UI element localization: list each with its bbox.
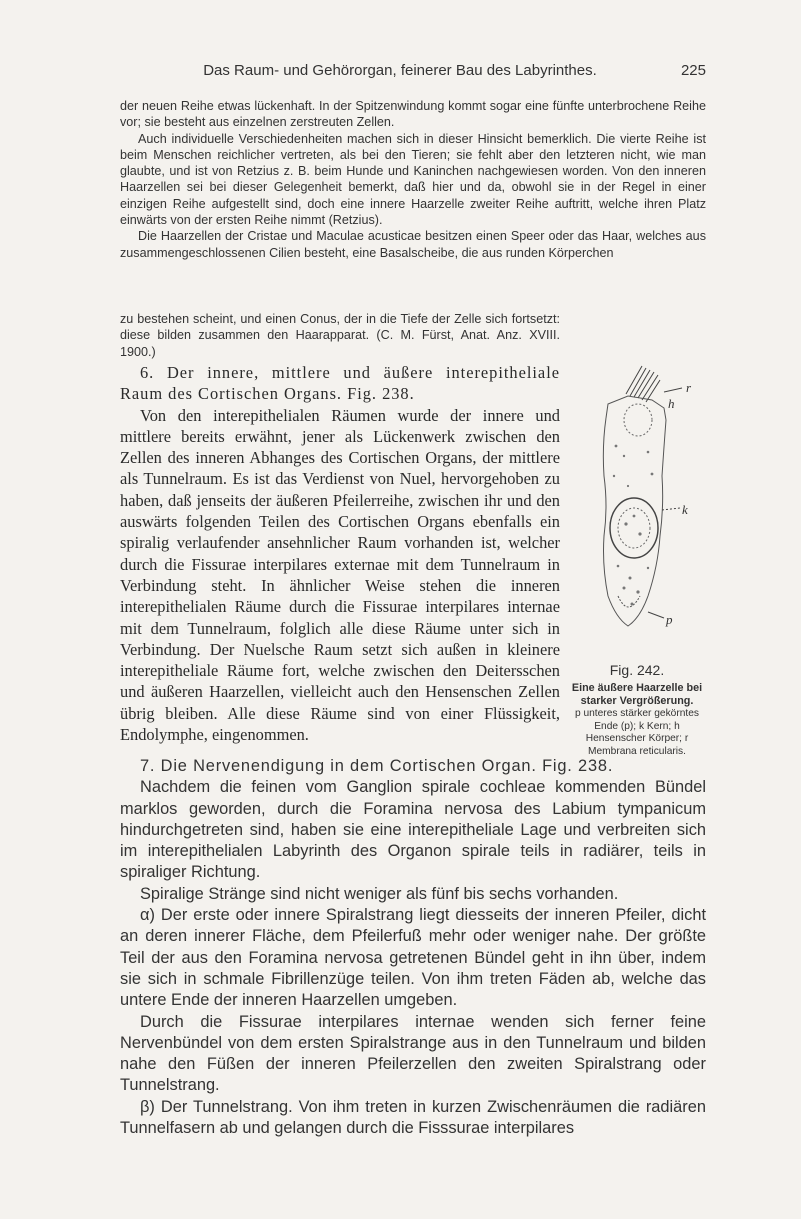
- label-p: p: [666, 612, 673, 627]
- figure-heading: Eine äußere Haarzelle bei starker Vergrößerung.: [571, 682, 703, 707]
- section-6-body: Von den interepithelialen Räumen wurde der innere und mittlere bereits erwähnt, jener als Lückenwerk zwischen den Zellen des inneren Abhanges des Cortischen Organs, der mittlere als Tunnelraum. Es ist das Verdienst von Nuel, hervorgehoben zu haben, daß jenseits der äußeren Pfeilerreihe, zwischen ihr und den auswärts folgenden Teilen des Cortischen Organs ebenfalls ein spiralig verlaufender ansehnlicher Raum vorhanden ist, welcher durch die Fissurae interpilares externae mit dem Tunnelraum in Verbindung steht. In ähnlicher Weise stehen die inneren interepithelialen Räume durch die Fissurae interpilares internae mit dem Tunnelraum, folglich alle diese Räume unter sich in Verbindung. Der Nuelsche Raum setzt sich außen in kleinere interepitheliale Räume fort, welche zwischen den Deitersschen und äußeren Haarzellen, vielleicht auch den Hensenschen Zellen übrig bleiben. Alle diese Räume sind von einer Flüssigkeit, Endolymphe, eingenommen.: [120, 405, 560, 745]
- label-r: r: [686, 380, 692, 395]
- label-h: h: [668, 396, 675, 411]
- figure-number: Fig. 242.: [609, 662, 665, 678]
- top-text-wrapped: [120, 311, 560, 360]
- paragraph-haarapparat: zu bestehen scheint, und einen Conus, der in die Tiefe der Zelle sich fortsetzt: diese bilden zusammen den Haarapparat. (C. M. Fürst, Anat. Anz. XVIII. 1900.): [120, 312, 560, 359]
- section-6-heading: 6. Der innere, mittlere und äußere interepitheliale Raum des Cortischen Organs. Fig. 238.: [120, 363, 560, 404]
- running-title: Das Raum- und Gehörorgan, feinerer Bau des Labyrinthes.: [203, 62, 597, 79]
- section-7-paragraph-2: Spiralige Stränge sind nicht weniger als fünf bis sechs vorhanden.: [140, 884, 619, 903]
- section-7-paragraph-beta: β) Der Tunnelstrang. Von ihm treten in kurzen Zwischenräumen die radiären Tunnelfasern ab und gelangen durch die Fisssurae interpilares: [120, 1097, 706, 1138]
- paragraph-continued: der neuen Reihe etwas lückenhaft. In der Spitzenwindung kommt sogar eine fünfte unterbrochene Reihe vor; sie besteht aus einzelnen zerstreuten Zellen.: [120, 99, 706, 130]
- section-7-heading: 7. Die Nervenendigung in dem Cortischen Organ. Fig. 238.: [140, 757, 614, 775]
- figure-legend: p unteres stärker gekörntes Ende (p); k Kern; h Hensenscher Körper; r Membrana reticularis.: [574, 708, 699, 757]
- figure-caption: [568, 662, 706, 758]
- running-header: [120, 62, 706, 82]
- section-6: [120, 362, 560, 745]
- hair-cell-illustration: [568, 356, 706, 656]
- section-7-paragraph-alpha: α) Der erste oder innere Spiralstrang liegt diesseits der inneren Pfeiler, dicht an deren innerer Fläche, dem Pfeilerfuß mehr oder weniger nahe. Der größte Teil der aus den Foramina nervosa getretenen Bündel geht in ihn über, indem sie sich in schmale Fibrillenzüge teilen. Von ihm treten Fäden ab, welche das untere Ende der inneren Haarzellen umgeben.: [120, 906, 706, 1010]
- paragraph-individual-variations: Auch individuelle Verschiedenheiten machen sich in dieser Hinsicht bemerklich. Die vierte Reihe ist beim Menschen reichlicher vertreten, als bei den Tieren; sie fehlt aber den letzteren nicht, wie man glaubte, und ist von Retzius z. B. beim Hunde und Kaninchen nachgewiesen worden. Von den inneren Haarzellen sei bei dieser Gelegenheit bemerkt, daß hier und da, obwohl sie in der Regel in einer einzigen Reihe aufgestellt sind, doch eine innere Haarzelle zweiter Reihe auftritt, welche ihren Platz einwärts von der ersten Reihe nimmt (Retzius).: [120, 131, 706, 228]
- top-text-block: [120, 98, 706, 261]
- page-number: 225: [680, 62, 706, 79]
- section-7-paragraph-1: Nachdem die feinen vom Ganglion spirale cochleae kommenden Bündel marklos geworden, durch die Foramina nervosa des Labium tympanicum hindurchgetreten sind, haben sie eine interepitheliale Lage und verbreiten sich im interepithelialen Labyrinth des Organon spirale teils in radiärer, teils in spiraliger Richtung.: [120, 778, 706, 882]
- section-7: [120, 756, 706, 1139]
- label-k: k: [682, 502, 688, 517]
- section-7-paragraph-4: Durch die Fissurae interpilares internae wenden sich ferner feine Nervenbündel von dem ersten Spiralstrange aus in den Tunnelraum und bilden nahe den Füßen der inneren Pfeilerzellen den zweiten Spiralstrang oder Tunnelstrang.: [120, 1012, 706, 1095]
- paragraph-haarzellen-cristae: Die Haarzellen der Cristae und Maculae acusticae besitzen einen Speer oder das Haar, welches aus zusammengeschlossenen Cilien besteht, eine Basalscheibe, die aus runden Körperchen: [120, 229, 706, 260]
- figure-242: [568, 356, 706, 758]
